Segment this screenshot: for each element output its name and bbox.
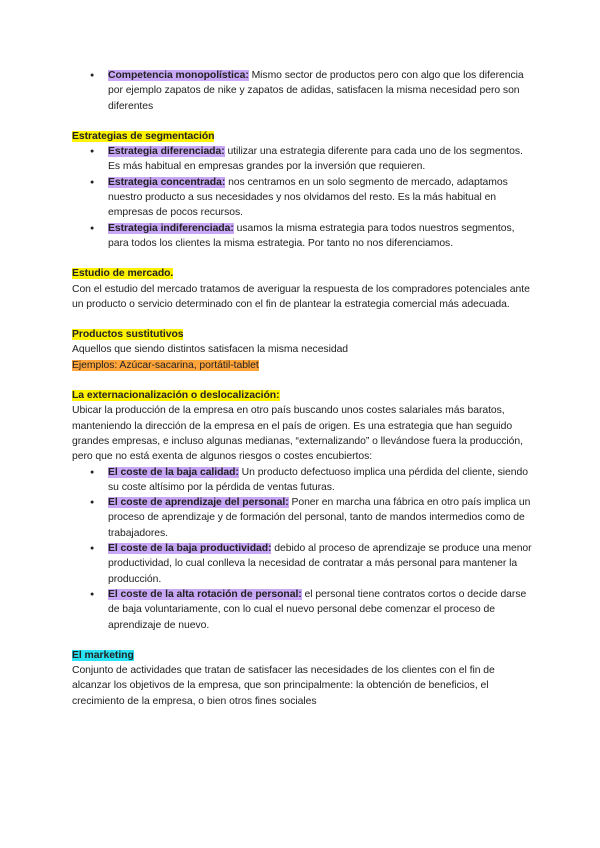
section-heading: Estrategias de segmentación (72, 130, 215, 142)
list-item (72, 541, 532, 587)
intro-list (72, 68, 532, 114)
section-heading: La externacionalización o deslocalización: (72, 390, 280, 402)
section-marketing (72, 648, 532, 709)
example-highlight: Ejemplos: Azúcar-sacarina, portátil-tablet (72, 359, 259, 371)
list-item (72, 221, 532, 252)
section-body: Aquellos que siendo distintos satisfacen la misma necesidad (72, 344, 349, 356)
list-item (72, 175, 532, 221)
section-estudio (72, 266, 532, 312)
list-item (72, 495, 532, 541)
term-description: debido al proceso de aprendizaje se produce una menor productividad, lo cual conlleva la necesidad de contratar a más personal para mantener la producción. (108, 543, 532, 585)
list-item (72, 68, 532, 114)
term-highlight: El coste de la baja calidad: (108, 466, 239, 478)
term-description: Mismo sector de productos pero con algo que los diferencia por ejemplo zapatos de nike y zapatos de adidas, satisfacen la misma necesidad pero son diferentes (108, 70, 524, 112)
list-item (72, 587, 532, 633)
term-highlight: El coste de la baja productividad: (108, 543, 272, 555)
list-item (72, 144, 532, 175)
term-description: utilizar una estrategia diferente para cada uno de los segmentos. Es más habitual en empresas grandes por la inversión que requieren. (108, 146, 523, 173)
term-highlight: El coste de la alta rotación de personal: (108, 588, 302, 600)
term-highlight: Estrategia diferenciada: (108, 146, 225, 158)
term-description: usamos la misma estrategia para todos nuestros segmentos, para todos los clientes la misma estrategia. Por tanto no nos diferenciamos. (108, 222, 515, 249)
section-externalizacion (72, 388, 532, 633)
document-page (72, 68, 532, 709)
term-description: nos centramos en un solo segmento de mercado, adaptamos nuestro producto a sus necesidades y nos olvidamos del resto. Es la más habitual en empresas de pocos recursos. (108, 176, 508, 219)
term-highlight: El coste de aprendizaje del personal: (108, 497, 289, 509)
section-sustitutivos (72, 327, 532, 373)
term-highlight: Competencia monopolística: (108, 70, 249, 81)
section-body: Conjunto de actividades que tratan de satisfacer las necesidades de los clientes con el fin de alcanzar los objetivos de la empresa, que son principalmente: la obtención de beneficios, el crecimiento de la empresa, o bien otros fines sociales (72, 665, 495, 707)
term-description: Poner en marcha una fábrica en otro país implica un proceso de aprendizaje y de formación del personal, tanto de mandos intermedios como de trabajadores. (108, 497, 531, 539)
section-body: Con el estudio del mercado tratamos de averiguar la respuesta de los compradores potenciales ante un producto o servicio determinado con el fin de plantear la estrategia comercial más adecuada. (72, 283, 530, 310)
section-heading: Estudio de mercado. (72, 268, 174, 280)
term-description: el personal tiene contratos cortos o decide darse de baja voluntariamente, con lo cual el nuevo personal debe comenzar el proceso de aprendizaje de nuevo. (108, 588, 527, 631)
term-highlight: Estrategia indiferenciada: (108, 222, 234, 234)
term-description: Un producto defectuoso implica una pérdida del cliente, siendo su coste altísimo por la pérdida de ventas futuras. (108, 466, 528, 493)
list-item (72, 465, 532, 496)
section-body: Ubicar la producción de la empresa en otro país buscando unos costes salariales más baratos, manteniendo la dirección de la empresa en el país de origen. Es una estrategia que han seguido grandes empresas, e incluso algunas medianas, “externalizando” o llevándose fuera la producción, pero que no está exenta de algunos riesgos o costes encubiertos: (72, 405, 523, 463)
section-heading: Productos sustitutivos (72, 329, 184, 341)
externalizacion-list (72, 465, 532, 633)
section-segmentacion (72, 129, 532, 251)
segmentacion-list (72, 144, 532, 251)
section-heading: El marketing (72, 649, 134, 661)
term-highlight: Estrategia concentrada: (108, 176, 226, 188)
